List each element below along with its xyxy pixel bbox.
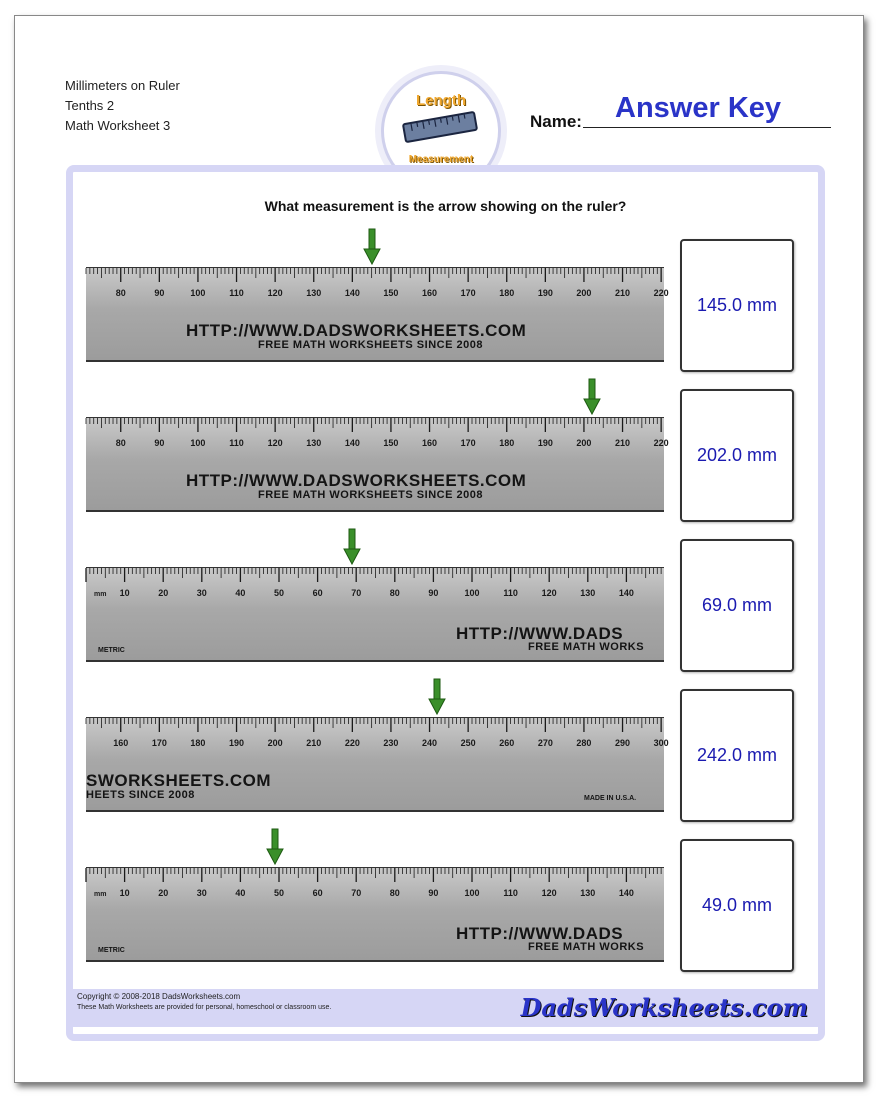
- answer-value: 69.0 mm: [701, 595, 773, 615]
- answer-box: [680, 839, 794, 972]
- worksheet-title: Millimeters on Ruler: [65, 78, 180, 93]
- answer-value: 145.0 mm: [696, 295, 778, 315]
- ruler-tick-label: 280: [576, 738, 592, 748]
- copyright-text: Copyright © 2008-2018 DadsWorksheets.com: [77, 992, 241, 1001]
- ruler-url: SWORKSHEETS.COM: [86, 771, 272, 790]
- ruler-tick-label: 190: [229, 738, 245, 748]
- worksheet-number: Math Worksheet 3: [65, 118, 171, 133]
- ruler-tick-label: 180: [190, 738, 206, 748]
- ruler-tick-label: 30: [196, 588, 207, 598]
- logo-bottom-text: Measurement: [408, 154, 474, 165]
- ruler-tick-label: 20: [158, 588, 169, 598]
- ruler-tick-label: 200: [267, 738, 283, 748]
- ruler-tick-label: 140: [618, 588, 634, 598]
- ruler-metric-label: METRIC: [98, 947, 125, 954]
- ruler-tick-label: 170: [460, 288, 476, 298]
- ruler-tick-label: 80: [115, 288, 126, 298]
- ruler-tick-label: 170: [460, 438, 476, 448]
- ruler-tick-label: 190: [537, 438, 553, 448]
- question-text: What measurement is the arrow showing on the ruler?: [264, 198, 627, 214]
- ruler-tick-label: 160: [113, 738, 129, 748]
- ruler-tick-label: 100: [190, 288, 206, 298]
- ruler-tick-label: 200: [576, 438, 592, 448]
- ruler-url: HTTP://WWW.DADS: [456, 624, 624, 643]
- answer-value: 202.0 mm: [696, 445, 778, 465]
- ruler-url: HTTP://WWW.DADS: [456, 924, 624, 943]
- ruler-tick-label: 200: [576, 288, 592, 298]
- usage-notice: These Math Worksheets are provided for personal, homeschool or classroom use.: [77, 1004, 332, 1011]
- ruler-tick-label: 120: [541, 588, 557, 598]
- ruler-tick-label: 120: [267, 438, 283, 448]
- answer-box: [680, 689, 794, 822]
- ruler-unit-label: mm: [94, 591, 107, 598]
- ruler-url: HTTP://WWW.DADSWORKSHEETS.COM: [186, 471, 527, 490]
- ruler-url: HTTP://WWW.DADSWORKSHEETS.COM: [186, 321, 527, 340]
- pointer-arrow: [344, 529, 360, 565]
- pointer-arrow: [429, 679, 445, 715]
- ruler-tick-label: 20: [158, 888, 169, 898]
- ruler-tick-label: 70: [351, 888, 362, 898]
- ruler-tagline: FREE MATH WORKS: [528, 641, 645, 653]
- ruler-tick-label: 180: [499, 288, 515, 298]
- ruler-tick-label: 60: [312, 888, 323, 898]
- ruler-tick-label: 290: [615, 738, 631, 748]
- ruler-tick-label: 130: [306, 288, 322, 298]
- ruler-tick-label: 130: [306, 438, 322, 448]
- ruler-tick-label: 180: [499, 438, 515, 448]
- pointer-arrow: [364, 229, 380, 265]
- answer-value: 49.0 mm: [701, 895, 773, 915]
- ruler-tagline: FREE MATH WORKS: [528, 941, 645, 953]
- ruler-tick-label: 80: [389, 588, 400, 598]
- answer-value: 242.0 mm: [696, 745, 778, 765]
- ruler-scale: [86, 718, 669, 758]
- ruler-tick-label: 30: [196, 888, 207, 898]
- ruler-scale: [86, 568, 664, 608]
- worksheet-frame: [66, 165, 825, 1041]
- ruler-tick-label: 260: [499, 738, 515, 748]
- ruler-tick-label: 10: [119, 588, 130, 598]
- ruler-tagline: FREE MATH WORKSHEETS SINCE 2008: [258, 489, 483, 501]
- ruler-tick-label: 100: [464, 888, 480, 898]
- ruler-tick-label: 210: [615, 288, 631, 298]
- ruler-tick-label: 300: [653, 738, 669, 748]
- ruler-tick-label: 210: [615, 438, 631, 448]
- ruler-tick-label: 70: [351, 588, 362, 598]
- ruler-tick-label: 220: [653, 288, 669, 298]
- ruler: [86, 867, 664, 962]
- ruler-tagline: FREE MATH WORKSHEETS SINCE 2008: [258, 339, 483, 351]
- ruler-icon: [398, 110, 482, 144]
- ruler-tick-label: 150: [383, 438, 399, 448]
- ruler-tick-label: 140: [344, 438, 360, 448]
- ruler-tick-label: 240: [422, 738, 438, 748]
- ruler-tick-label: 90: [428, 588, 439, 598]
- ruler-tick-label: 40: [235, 888, 246, 898]
- ruler-tick-label: 210: [306, 738, 322, 748]
- answer-key-heading: Answer Key: [615, 92, 782, 124]
- ruler-tick-label: 170: [151, 738, 167, 748]
- ruler-tick-label: 190: [537, 288, 553, 298]
- ruler-tick-label: 50: [273, 588, 285, 598]
- ruler-tick-label: 220: [653, 438, 669, 448]
- ruler-tagline: HEETS SINCE 2008: [86, 789, 195, 801]
- ruler-tick-label: 40: [235, 588, 246, 598]
- ruler-tick-label: 80: [389, 888, 400, 898]
- ruler-tick-label: 110: [229, 288, 244, 298]
- ruler-metric-label: METRIC: [98, 647, 125, 654]
- ruler-tick-label: 120: [541, 888, 557, 898]
- ruler-tick-label: 110: [503, 588, 518, 598]
- ruler-tick-label: 110: [229, 438, 244, 448]
- ruler-tick-label: 90: [154, 288, 165, 298]
- ruler-tick-label: 50: [273, 888, 285, 898]
- ruler: [86, 717, 669, 812]
- ruler-tick-label: 80: [115, 438, 126, 448]
- ruler-scale: [86, 868, 664, 908]
- ruler-tick-label: 130: [580, 888, 596, 898]
- ruler-tick-label: 10: [119, 888, 130, 898]
- ruler-tick-label: 160: [422, 288, 438, 298]
- ruler-tick-label: 90: [428, 888, 439, 898]
- ruler-tick-label: 230: [383, 738, 399, 748]
- answer-box: [680, 389, 794, 522]
- answer-box: [680, 239, 794, 372]
- name-label: Name:: [530, 112, 582, 131]
- pointer-arrow: [267, 829, 283, 865]
- ruler-tick-label: 270: [537, 738, 553, 748]
- dadsworksheets-logo: DadsWorksheets.com: [520, 993, 808, 1022]
- worksheet-subtitle: Tenths 2: [65, 98, 115, 113]
- ruler-tick-label: 140: [344, 288, 360, 298]
- logo-top-text: Length: [416, 92, 466, 109]
- ruler: [86, 267, 669, 362]
- ruler-tick-label: 250: [460, 738, 476, 748]
- ruler-tick-label: 220: [344, 738, 360, 748]
- ruler-tick-label: 120: [267, 288, 283, 298]
- ruler-scale: [86, 418, 669, 458]
- ruler-tick-label: 160: [422, 438, 438, 448]
- answer-box: [680, 539, 794, 672]
- ruler: [86, 417, 669, 512]
- ruler: [86, 567, 664, 662]
- ruler-tick-label: 100: [190, 438, 206, 448]
- ruler-scale: [86, 268, 669, 308]
- ruler-tick-label: 150: [383, 288, 399, 298]
- pointer-arrow: [584, 379, 600, 415]
- ruler-tick-label: 130: [580, 588, 596, 598]
- ruler-tick-label: 140: [618, 888, 634, 898]
- ruler-tick-label: 90: [154, 438, 165, 448]
- ruler-tick-label: 100: [464, 588, 480, 598]
- ruler-unit-label: mm: [94, 891, 107, 898]
- name-line: [583, 127, 831, 128]
- footer: [73, 989, 818, 1027]
- ruler-made-in: MADE IN U.S.A.: [584, 795, 637, 802]
- ruler-tick-label: 110: [503, 888, 518, 898]
- worksheet-page: [14, 15, 864, 1083]
- ruler-tick-label: 60: [312, 588, 323, 598]
